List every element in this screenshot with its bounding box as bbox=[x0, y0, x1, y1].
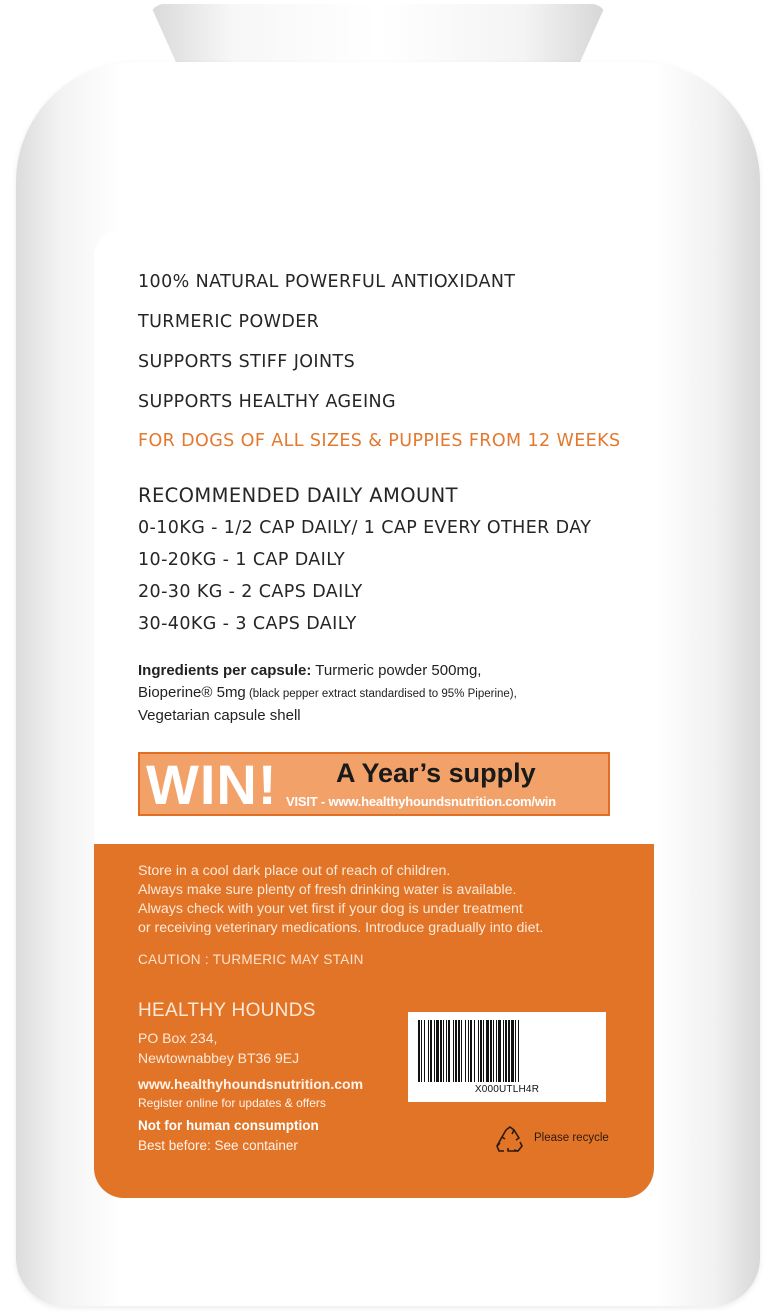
barcode-bar bbox=[486, 1020, 489, 1082]
barcode-bar bbox=[418, 1020, 420, 1082]
barcode-bar bbox=[498, 1020, 501, 1082]
barcode-bar bbox=[503, 1020, 504, 1082]
claim-turmeric-powder: TURMERIC POWDER bbox=[138, 312, 320, 332]
barcode-bar bbox=[455, 1020, 457, 1082]
register-text: Register online for updates & offers bbox=[138, 1096, 326, 1110]
recycle-text: Please recycle bbox=[534, 1132, 609, 1144]
barcode-bar bbox=[518, 1020, 519, 1082]
label-lower-section bbox=[94, 844, 654, 1198]
barcode-bar bbox=[440, 1020, 442, 1082]
dosage-row: 30-40KG - 3 CAPS DAILY bbox=[138, 614, 357, 634]
storage-instructions bbox=[138, 862, 618, 938]
storage-line: Store in a cool dark place out of reach of children. bbox=[138, 863, 451, 879]
ingredients-capsule-shell: Vegetarian capsule shell bbox=[138, 707, 301, 724]
barcode-bar bbox=[436, 1020, 439, 1082]
barcode-bar bbox=[448, 1020, 450, 1082]
barcode bbox=[408, 1012, 606, 1102]
win-visit-link: VISIT - www.healthyhoundsnutrition.com/win bbox=[286, 794, 556, 809]
win-word: WIN! bbox=[146, 753, 278, 816]
barcode-bar bbox=[428, 1020, 429, 1082]
barcode-bar bbox=[511, 1020, 514, 1082]
barcode-bar bbox=[515, 1020, 516, 1082]
storage-line: or receiving veterinary medications. Introduce gradually into diet. bbox=[138, 920, 544, 936]
barcode-bar bbox=[443, 1020, 444, 1082]
recycle-icon bbox=[494, 1124, 526, 1156]
dosage-row: 20-30 KG - 2 CAPS DAILY bbox=[138, 582, 363, 602]
dosage-row: 10-20KG - 1 CAP DAILY bbox=[138, 550, 346, 570]
barcode-bar bbox=[493, 1020, 494, 1082]
barcode-bar bbox=[446, 1020, 447, 1082]
barcode-bar bbox=[480, 1020, 482, 1082]
product-label bbox=[94, 228, 654, 1198]
ingredients-bioperine-note: (black pepper extract standardised to 95% Piperine), bbox=[245, 688, 517, 700]
barcode-bar bbox=[470, 1020, 472, 1082]
barcode-bar bbox=[424, 1020, 425, 1082]
claim-healthy-ageing: SUPPORTS HEALTHY AGEING bbox=[138, 392, 396, 412]
barcode-bar bbox=[505, 1020, 507, 1082]
barcode-bar bbox=[496, 1020, 497, 1082]
barcode-bar bbox=[478, 1020, 479, 1082]
barcode-bar bbox=[461, 1020, 462, 1082]
win-title: A Year’s supply bbox=[336, 758, 536, 788]
company-name: HEALTHY HOUNDS bbox=[138, 1000, 316, 1021]
company-website: www.healthyhoundsnutrition.com bbox=[138, 1076, 364, 1092]
barcode-bar bbox=[483, 1020, 484, 1082]
barcode-bar bbox=[465, 1020, 466, 1082]
not-for-human-warning: Not for human consumption bbox=[138, 1118, 319, 1133]
barcode-bar bbox=[434, 1020, 435, 1082]
caution-text: CAUTION : TURMERIC MAY STAIN bbox=[138, 952, 364, 967]
barcode-code: X000UTLH4R bbox=[474, 1084, 540, 1095]
storage-line: Always make sure plenty of fresh drinking water is available. bbox=[138, 882, 517, 898]
ingredients-turmeric: Turmeric powder 500mg, bbox=[311, 662, 482, 679]
dosage-row: 0-10KG - 1/2 CAP DAILY/ 1 CAP EVERY OTHER DAY bbox=[138, 518, 592, 538]
barcode-bars bbox=[418, 1020, 596, 1082]
ingredients-block bbox=[138, 660, 618, 727]
storage-line: Always check with your vet first if your dog is under treatment bbox=[138, 901, 523, 917]
claim-antioxidant: 100% NATURAL POWERFUL ANTIOXIDANT bbox=[138, 272, 516, 292]
barcode-bar bbox=[508, 1020, 510, 1082]
company-address-line2: Newtownabbey BT36 9EJ bbox=[138, 1050, 300, 1066]
win-promo-banner bbox=[138, 752, 610, 816]
barcode-bar bbox=[474, 1020, 475, 1082]
claim-stiff-joints: SUPPORTS STIFF JOINTS bbox=[138, 352, 356, 372]
barcode-bar bbox=[430, 1020, 432, 1082]
label-upper-section bbox=[94, 228, 654, 844]
barcode-bar bbox=[458, 1020, 460, 1082]
barcode-bar bbox=[468, 1020, 469, 1082]
ingredients-bioperine: Bioperine® 5mg bbox=[138, 684, 246, 701]
best-before-text: Best before: See container bbox=[138, 1138, 298, 1153]
barcode-bar bbox=[421, 1020, 422, 1082]
barcode-bar bbox=[490, 1020, 492, 1082]
ingredients-label: Ingredients per capsule: bbox=[138, 662, 312, 679]
dosage-heading: RECOMMENDED DAILY AMOUNT bbox=[138, 484, 458, 507]
barcode-bar bbox=[453, 1020, 454, 1082]
company-address-line1: PO Box 234, bbox=[138, 1030, 218, 1046]
claim-dogs-all-sizes: FOR DOGS OF ALL SIZES & PUPPIES FROM 12 WEEKS bbox=[138, 431, 621, 451]
